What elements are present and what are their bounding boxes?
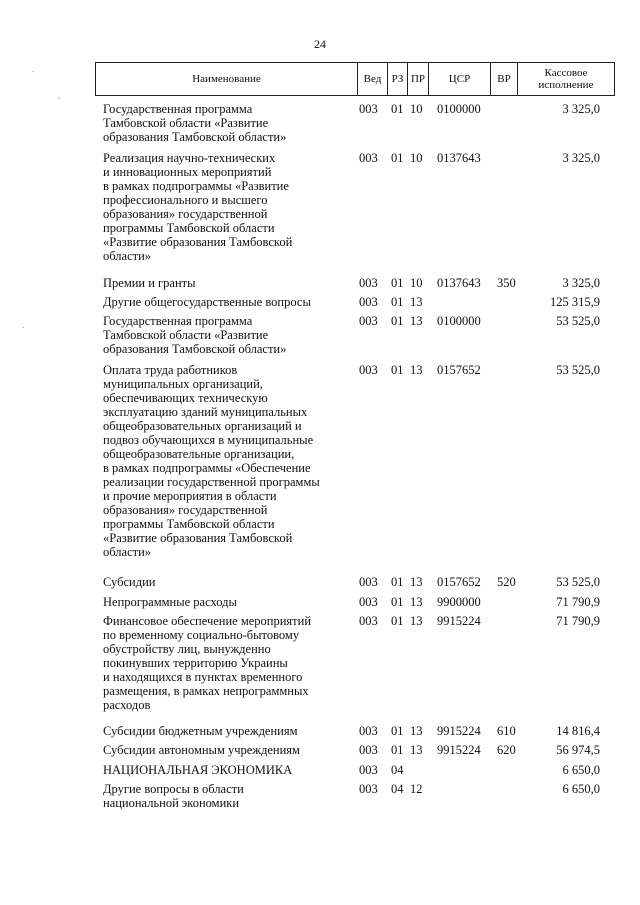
row-name: Премии и гранты xyxy=(103,276,196,290)
row-rz: 01 xyxy=(391,102,404,116)
row-csr: 9915224 xyxy=(437,743,481,757)
row-ved: 003 xyxy=(359,743,378,757)
header-name: Наименование xyxy=(95,63,357,95)
page-number: 24 xyxy=(314,37,326,51)
row-rz: 01 xyxy=(391,276,404,290)
header-vr: ВР xyxy=(490,63,517,95)
header-rz: РЗ xyxy=(387,63,407,95)
row-amount: 3 325,0 xyxy=(562,151,600,165)
scan-mark: , xyxy=(58,90,61,100)
table-header xyxy=(95,62,615,96)
row-rz: 01 xyxy=(391,595,404,609)
row-amount: 125 315,9 xyxy=(550,295,600,309)
row-amount: 53 525,0 xyxy=(556,575,600,589)
row-rz: 01 xyxy=(391,614,404,628)
row-rz: 04 xyxy=(391,782,404,796)
row-rz: 01 xyxy=(391,363,404,377)
row-pr: 13 xyxy=(410,575,423,589)
row-ved: 003 xyxy=(359,782,378,796)
row-ved: 003 xyxy=(359,575,378,589)
row-name: Другие вопросы в области национальной экономики xyxy=(103,782,244,810)
row-csr: 9900000 xyxy=(437,595,481,609)
row-amount: 53 525,0 xyxy=(556,363,600,377)
row-rz: 01 xyxy=(391,295,404,309)
header-csr: ЦСР xyxy=(428,63,490,95)
row-csr: 9915224 xyxy=(437,614,481,628)
row-vr: 620 xyxy=(497,743,516,757)
row-amount: 56 974,5 xyxy=(556,743,600,757)
row-name: Государственная программа Тамбовской области «Развитие образования Тамбовской области» xyxy=(103,314,287,356)
row-pr: 13 xyxy=(410,314,423,328)
row-amount: 3 325,0 xyxy=(562,102,600,116)
row-rz: 01 xyxy=(391,743,404,757)
row-pr: 13 xyxy=(410,363,423,377)
row-amount: 53 525,0 xyxy=(556,314,600,328)
header-pr: ПР xyxy=(407,63,428,95)
row-vr: 610 xyxy=(497,724,516,738)
row-pr: 10 xyxy=(410,102,423,116)
row-pr: 10 xyxy=(410,276,423,290)
row-name: Финансовое обеспечение мероприятий по временному социально-бытовому обустройству лиц, вынужденно покинувших территорию Украины и находящихся в пунктах временного размещения, в рамках непрограммных расходов xyxy=(103,614,312,712)
header-amount: Кассовое исполнение xyxy=(517,63,615,95)
row-amount: 3 325,0 xyxy=(562,276,600,290)
row-pr: 13 xyxy=(410,614,423,628)
row-name: Субсидии xyxy=(103,575,156,589)
row-amount: 71 790,9 xyxy=(556,595,600,609)
row-rz: 04 xyxy=(391,763,404,777)
row-amount: 6 650,0 xyxy=(562,782,600,796)
row-rz: 01 xyxy=(391,151,404,165)
row-pr: 13 xyxy=(410,595,423,609)
row-name: Государственная программа Тамбовской области «Развитие образования Тамбовской области» xyxy=(103,102,287,144)
header-ved: Вед xyxy=(357,63,387,95)
row-csr: 0157652 xyxy=(437,363,481,377)
row-ved: 003 xyxy=(359,763,378,777)
row-ved: 003 xyxy=(359,614,378,628)
row-name: НАЦИОНАЛЬНАЯ ЭКОНОМИКА xyxy=(103,763,293,777)
row-name: Реализация научно-технических и инновационных мероприятий в рамках подпрограммы «Развитие профессионального и высшего образования» государственной программы Тамбовской области «Развитие образования Тамбовской области» xyxy=(103,151,293,263)
row-name: Оплата труда работников муниципальных организаций, обеспечивающих техническую эксплуатацию зданий муниципальных общеобразовательных организаций и подвоз обучающихся в муниципальные общеобразовательные организации, в рамках подпрограммы «Обеспечение реализации государственной программы и прочие мероприятия в области образования» государственной программы Тамбовской области «Развитие образования Тамбовской области» xyxy=(103,363,320,559)
row-ved: 003 xyxy=(359,314,378,328)
row-csr: 0137643 xyxy=(437,151,481,165)
row-csr: 0157652 xyxy=(437,575,481,589)
row-amount: 71 790,9 xyxy=(556,614,600,628)
row-csr: 0100000 xyxy=(437,102,481,116)
scan-mark: . xyxy=(22,320,25,330)
row-pr: 13 xyxy=(410,724,423,738)
row-pr: 10 xyxy=(410,151,423,165)
row-ved: 003 xyxy=(359,363,378,377)
row-vr: 520 xyxy=(497,575,516,589)
row-pr: 13 xyxy=(410,295,423,309)
row-vr: 350 xyxy=(497,276,516,290)
row-pr: 12 xyxy=(410,782,423,796)
row-csr: 0100000 xyxy=(437,314,481,328)
row-rz: 01 xyxy=(391,575,404,589)
row-name: Непрограммные расходы xyxy=(103,595,237,609)
row-amount: 14 816,4 xyxy=(556,724,600,738)
row-pr: 13 xyxy=(410,743,423,757)
row-csr: 9915224 xyxy=(437,724,481,738)
row-name: Субсидии бюджетным учреждениям xyxy=(103,724,298,738)
row-name: Другие общегосударственные вопросы xyxy=(103,295,311,309)
row-ved: 003 xyxy=(359,295,378,309)
row-ved: 003 xyxy=(359,724,378,738)
row-csr: 0137643 xyxy=(437,276,481,290)
row-name: Субсидии автономным учреждениям xyxy=(103,743,300,757)
row-amount: 6 650,0 xyxy=(562,763,600,777)
row-ved: 003 xyxy=(359,151,378,165)
row-ved: 003 xyxy=(359,276,378,290)
scan-mark: . xyxy=(32,64,35,74)
row-rz: 01 xyxy=(391,724,404,738)
row-rz: 01 xyxy=(391,314,404,328)
row-ved: 003 xyxy=(359,102,378,116)
row-ved: 003 xyxy=(359,595,378,609)
